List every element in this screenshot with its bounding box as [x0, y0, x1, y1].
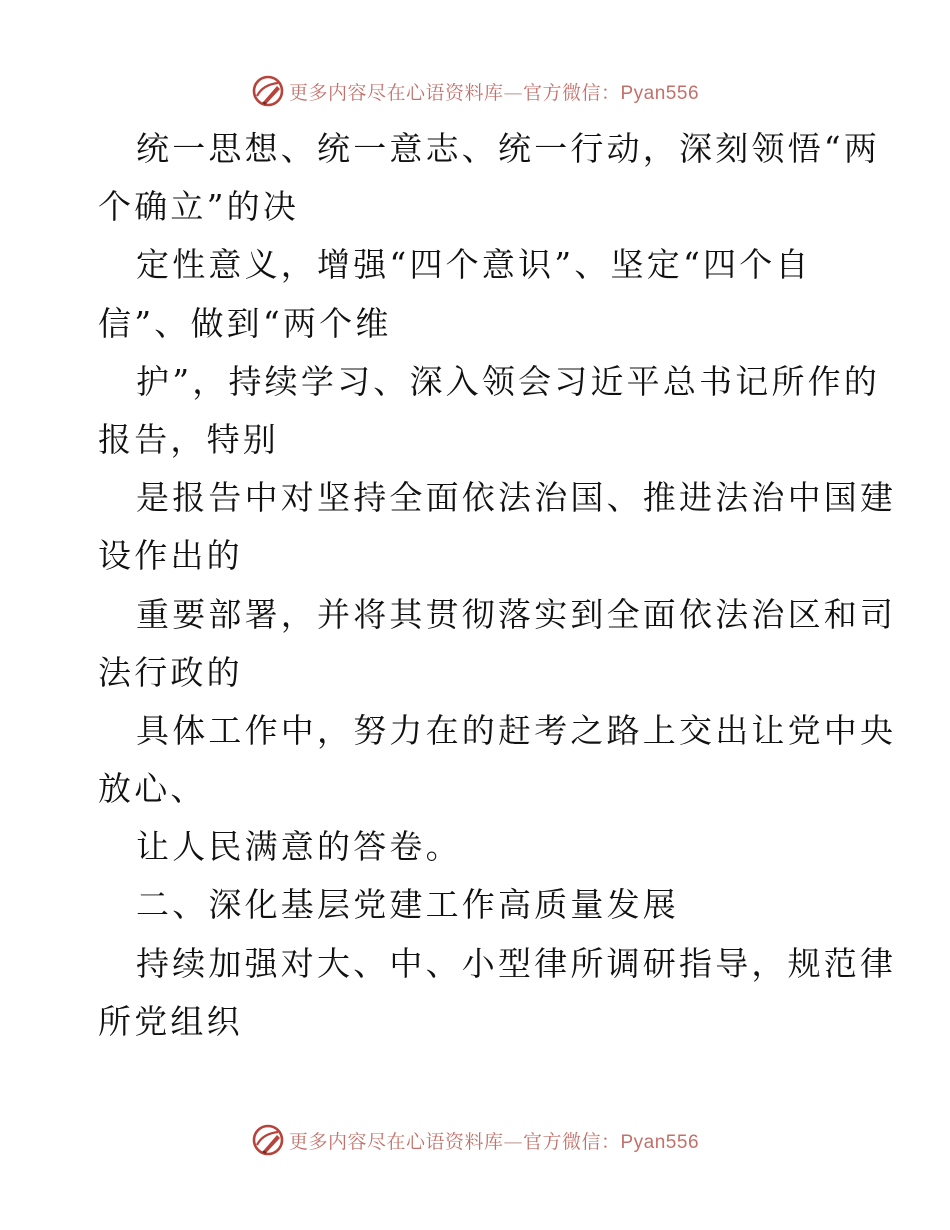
banner-main-text: 更多内容尽在心语资料库 — [288, 1130, 504, 1153]
text-line: 持续加强对大、中、小型律所调研指导，规范律 — [136, 943, 897, 983]
text-line: 具体工作中，努力在的赶考之路上交出让党中央 — [136, 710, 897, 750]
banner-separator: — — [503, 81, 523, 104]
text-line: 定性意义，增强“四个意识”、坚定“四个自 — [136, 245, 812, 285]
text-line: 是报告中对坚持全面依法治国、推进法治中国建 — [136, 478, 897, 518]
text-line: 报告，特别 — [98, 419, 279, 459]
text-line: 二、深化基层党建工作高质量发展 — [136, 885, 679, 925]
footer-watermark — [0, 1120, 950, 1160]
text-line: 重要部署，并将其贯彻落实到全面依法治区和司 — [136, 594, 897, 634]
banner-suffix: 官方微信： — [522, 81, 621, 104]
banner-wechat-id: Pyan556 — [620, 1131, 700, 1153]
text-line: 放心、 — [98, 769, 207, 809]
banner-suffix: 官方微信： — [522, 1130, 621, 1153]
banner-wechat-id: Pyan556 — [620, 82, 700, 104]
text-line: 设作出的 — [98, 536, 243, 576]
text-line: 让人民满意的答卷。 — [136, 827, 462, 867]
text-line: 护”，持续学习、深入领会习近平总书记所作的 — [136, 361, 881, 401]
text-line: 法行政的 — [98, 652, 243, 692]
text-line: 信”、做到“两个维 — [98, 303, 392, 343]
banner-separator: — — [503, 1130, 523, 1153]
pen-logo-icon — [251, 1123, 285, 1157]
pen-logo-icon — [251, 74, 285, 108]
header-watermark — [0, 71, 950, 111]
banner-main-text: 更多内容尽在心语资料库 — [288, 81, 504, 104]
text-line: 统一思想、统一意志、统一行动，深刻领悟“两 — [136, 129, 881, 168]
text-line: 所党组织 — [98, 1001, 243, 1041]
body-text — [98, 120, 897, 1051]
text-line: 个确立”的决 — [98, 187, 300, 227]
